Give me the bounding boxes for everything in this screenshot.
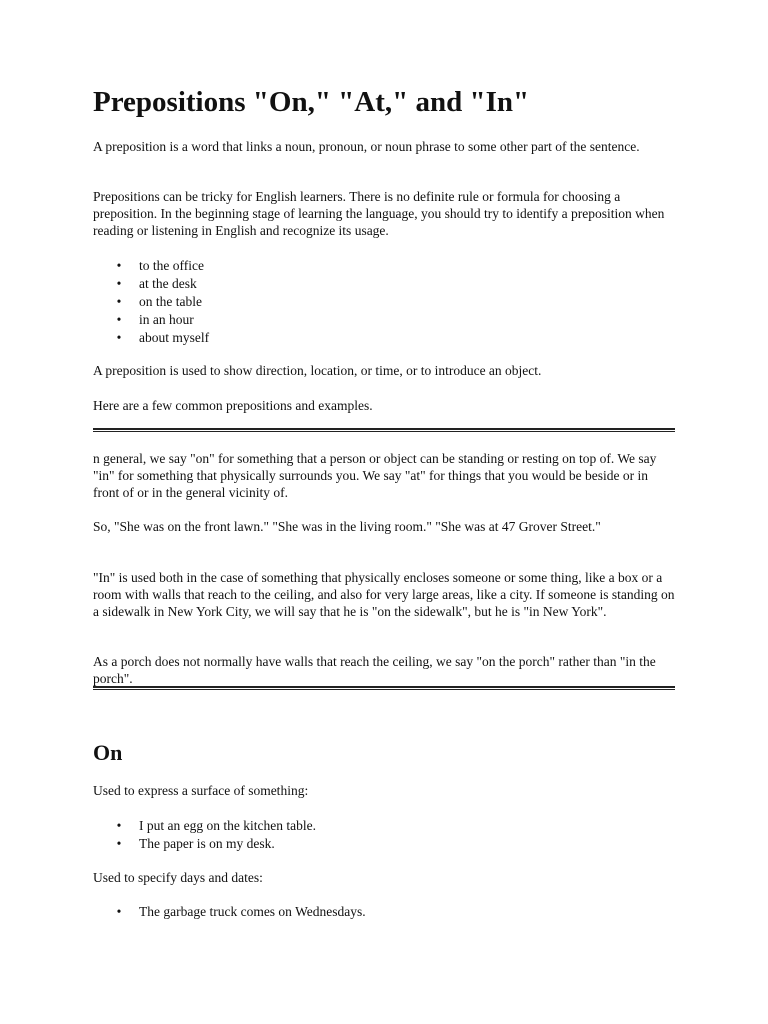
box-paragraph-1: n general, we say "on" for something that a person or object can be standing or resting on top of. We say "in" for something that physically surrounds you. We say "at" for things that you would be beside or in front of or in the general vicinity of. xyxy=(93,451,657,500)
list-item: • The paper is on my desk. xyxy=(116,836,275,851)
intro-paragraph-2: Prepositions can be tricky for English learners. There is no definite rule or formula for choosing a preposition. In the beginning stage of learning the language, you should try to identify a preposition when reading or listening in English and recognize its usage. xyxy=(93,189,665,238)
list-item: • I put an egg on the kitchen table. xyxy=(116,818,316,833)
box-paragraph-4: As a porch does not normally have walls that reach the ceiling, we say "on the porch" rather than "in the porch". xyxy=(93,654,656,686)
box-top-rule xyxy=(93,428,675,432)
days-examples-list xyxy=(93,903,366,921)
examples-intro-paragraph: Here are a few common prepositions and examples. xyxy=(93,398,373,413)
list-item: • on the table xyxy=(116,294,202,309)
list-item: • about myself xyxy=(116,330,210,345)
bullet-icon: • xyxy=(116,330,122,345)
section-heading-on: On xyxy=(93,740,123,765)
bullet-icon: • xyxy=(116,258,122,273)
bullet-icon: • xyxy=(116,312,122,327)
days-label: Used to specify days and dates: xyxy=(93,870,263,885)
usage-paragraph: A preposition is used to show direction, location, or time, or to introduce an object. xyxy=(93,363,542,378)
list-item: • in an hour xyxy=(116,312,194,327)
bullet-icon: • xyxy=(116,276,122,291)
intro-paragraph-1: A preposition is a word that links a noun, pronoun, or noun phrase to some other part of the sentence. xyxy=(93,139,640,154)
box-paragraph-3: "In" is used both in the case of something that physically encloses someone or some thing, like a box or a room with walls that reach to the ceiling, and also for very large areas, like a city. If someone is standing on a sidewalk in New York City, we will say that he is "on the sidewalk", but he is "in New York". xyxy=(93,570,675,619)
list-item: • at the desk xyxy=(116,276,197,291)
bullet-icon: • xyxy=(116,294,122,309)
surface-examples-list xyxy=(93,817,316,853)
page-title: Prepositions "On," "At," and "In" xyxy=(93,86,530,118)
bullet-icon: • xyxy=(116,818,122,833)
bullet-icon: • xyxy=(116,836,122,851)
bullet-icon: • xyxy=(116,904,122,919)
surface-label: Used to express a surface of something: xyxy=(93,783,309,798)
box-bottom-rule xyxy=(93,686,675,690)
list-item: • The garbage truck comes on Wednesdays. xyxy=(116,904,366,919)
list-item: • to the office xyxy=(116,258,204,273)
box-paragraph-2: So, "She was on the front lawn." "She was in the living room." "She was at 47 Grover Street." xyxy=(93,519,601,534)
examples-list xyxy=(93,257,209,347)
